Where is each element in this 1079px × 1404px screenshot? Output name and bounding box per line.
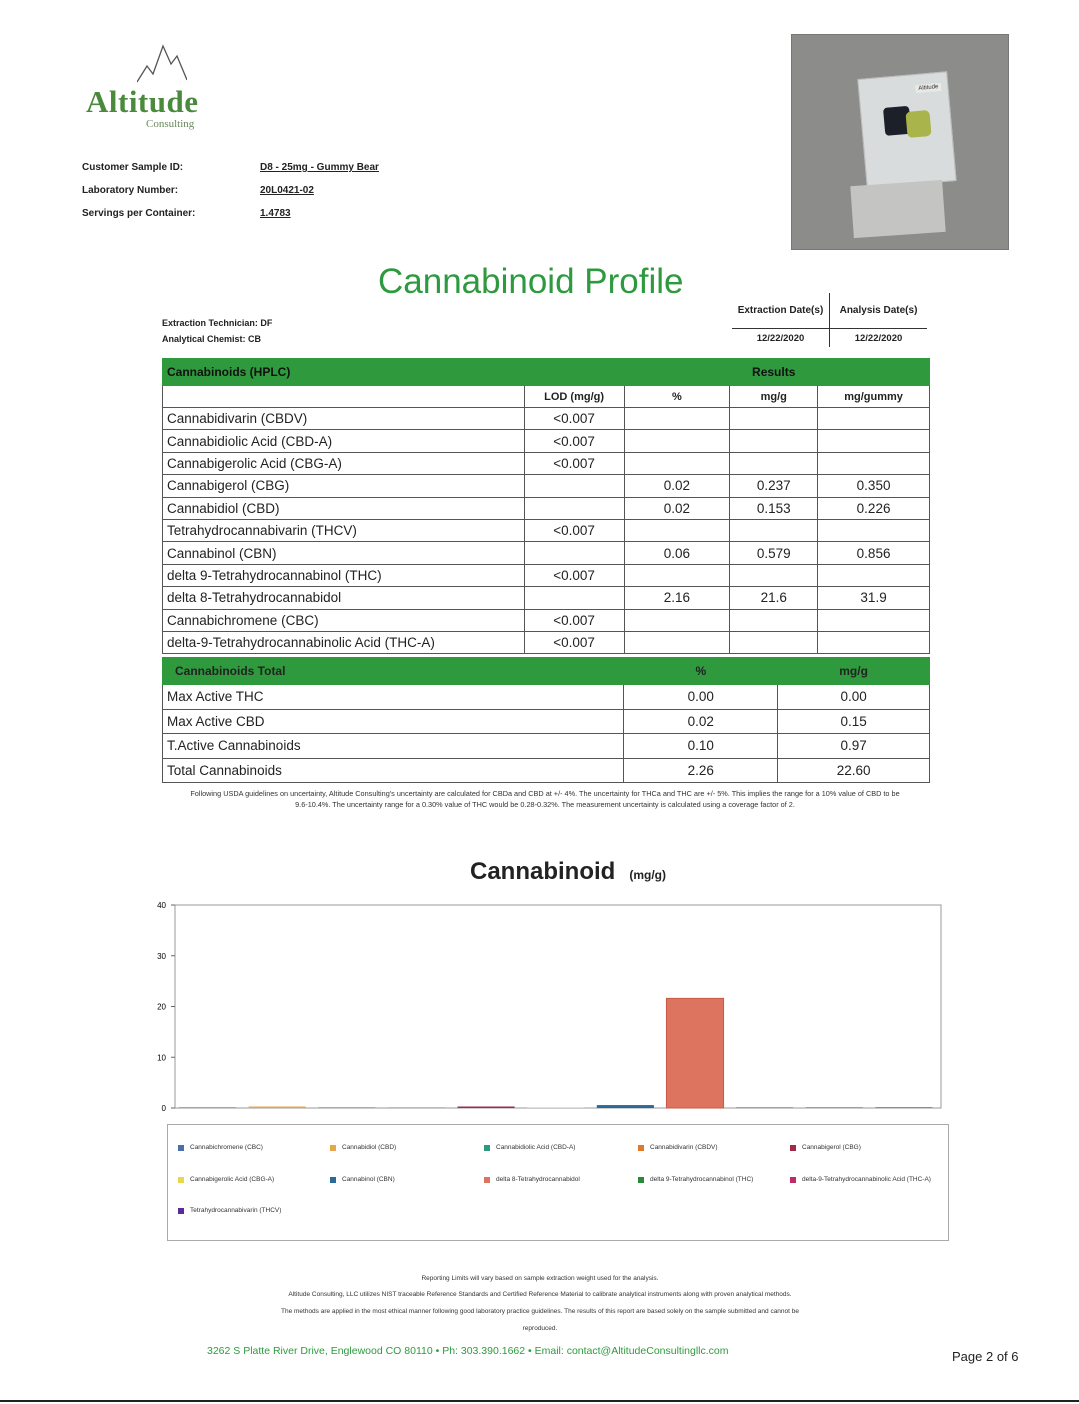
cell-name: Cannabidivarin (CBDV) (163, 408, 525, 430)
chart-bar (527, 1107, 584, 1108)
table-row (163, 408, 930, 430)
cell-name: Cannabigerol (CBG) (163, 475, 525, 497)
cell-pct (624, 631, 730, 653)
footer-line-3: The methods are applied in the most ethical manner following good laboratory practice guidelines. The results of this report are based solely on the sample submitted and cannot be (280, 1308, 799, 1315)
col-mgg-header: mg/g (730, 386, 818, 408)
cell-mggummy (818, 631, 930, 653)
legend-label: delta-9-Tetrahydrocannabinolic Acid (THC-A) (802, 1176, 931, 1183)
table-header-blank (818, 359, 930, 386)
table-row (163, 631, 930, 653)
legend-label: Tetrahydrocannabivarin (THCV) (190, 1207, 282, 1214)
y-tick-label: 0 (161, 1104, 166, 1113)
cannabinoid-totals-table (162, 657, 930, 783)
chart-bar (318, 1107, 375, 1108)
legend-label: Cannabidivarin (CBDV) (650, 1144, 718, 1151)
cell-pct (624, 430, 730, 452)
cannabinoid-bar-chart (140, 895, 950, 1120)
sample-card (850, 180, 945, 238)
logo-subtitle: Consulting (146, 118, 195, 130)
logo-brand: Altitude (86, 84, 199, 119)
legend-label: Cannabichromene (CBC) (190, 1144, 263, 1151)
cell-mggummy (818, 430, 930, 452)
col-pct-header: % (624, 386, 730, 408)
lab-number-value: 20L0421-02 (260, 185, 314, 196)
table-row (163, 609, 930, 631)
legend-item (484, 1176, 629, 1184)
totals-cell-pct: 0.00 (624, 685, 778, 710)
analysis-date-label: Analysis Date(s) (839, 304, 918, 316)
chart-unit: (mg/g) (629, 868, 666, 882)
totals-cell-name: T.Active Cannabinoids (163, 734, 624, 759)
table-header-results: Results (730, 359, 818, 386)
cell-lod: <0.007 (524, 519, 624, 541)
table-row (163, 587, 930, 609)
cell-mgg (730, 430, 818, 452)
chart-title (470, 858, 666, 886)
customer-sample-id-row (82, 162, 379, 173)
legend-item (638, 1176, 783, 1184)
cell-mgg (730, 564, 818, 586)
cell-lod: <0.007 (524, 564, 624, 586)
customer-sample-id-label: Customer Sample ID: (82, 162, 184, 173)
bottom-divider (0, 1400, 1079, 1402)
y-tick-label: 30 (157, 951, 166, 961)
page-title: Cannabinoid Profile (378, 262, 684, 301)
footer-line-4: reproduced. (522, 1325, 558, 1332)
legend-item (178, 1144, 323, 1152)
servings-row (82, 208, 291, 219)
cell-name: delta-9-Tetrahydrocannabinolic Acid (THC-A) (163, 631, 525, 653)
totals-cell-mgg: 0.97 (778, 734, 930, 759)
cell-lod (524, 542, 624, 564)
cell-name: Cannabidiol (CBD) (163, 497, 525, 519)
totals-header-row (163, 658, 930, 685)
cell-mggummy (818, 452, 930, 474)
table-row (163, 519, 930, 541)
legend-item (638, 1144, 783, 1152)
cell-lod: <0.007 (524, 609, 624, 631)
footer-address: 3262 S Platte River Drive, Englewood CO 80110 • Ph: 303.390.1662 • Email: contact@AltitudeConsultingllc.com (207, 1345, 729, 1357)
cell-pct: 0.02 (624, 497, 730, 519)
chart-bar (179, 1107, 236, 1108)
sample-photo (791, 34, 1009, 250)
cell-mgg (730, 408, 818, 430)
legend-swatch (178, 1177, 184, 1183)
extraction-date-label: Extraction Date(s) (732, 293, 830, 328)
legend-item (790, 1144, 935, 1152)
dates-table (732, 293, 927, 347)
table-row (163, 542, 930, 564)
legend-swatch (484, 1145, 490, 1151)
servings-value: 1.4783 (260, 208, 291, 219)
legend-swatch (178, 1208, 184, 1214)
table-row (163, 452, 930, 474)
totals-row (163, 758, 930, 783)
cell-pct (624, 609, 730, 631)
totals-cell-name: Total Cannabinoids (163, 758, 624, 783)
cell-pct: 0.06 (624, 542, 730, 564)
cell-lod (524, 475, 624, 497)
legend-label: Cannabidiolic Acid (CBD-A) (496, 1144, 576, 1151)
cell-mgg: 0.237 (730, 475, 818, 497)
customer-sample-id-value: D8 - 25mg - Gummy Bear (260, 162, 379, 173)
cell-mggummy (818, 609, 930, 631)
chart-bar (249, 1107, 306, 1109)
y-tick-label: 40 (157, 901, 166, 910)
cell-lod: <0.007 (524, 408, 624, 430)
altitude-logo (82, 40, 227, 135)
cell-mgg: 0.579 (730, 542, 818, 564)
table-column-headers (163, 386, 930, 408)
totals-cell-name: Max Active CBD (163, 709, 624, 734)
cell-pct (624, 564, 730, 586)
totals-cell-mgg: 0.00 (778, 685, 930, 710)
chart-title-text: Cannabinoid (470, 858, 616, 885)
totals-row (163, 734, 930, 759)
cell-mggummy: 0.856 (818, 542, 930, 564)
cell-pct: 2.16 (624, 587, 730, 609)
cell-name: delta 9-Tetrahydrocannabinol (THC) (163, 564, 525, 586)
totals-cell-mgg: 22.60 (778, 758, 930, 783)
extraction-technician: Extraction Technician: DF (162, 318, 273, 328)
cell-name: Cannabigerolic Acid (CBG-A) (163, 452, 525, 474)
legend-swatch (330, 1177, 336, 1183)
cell-mgg (730, 452, 818, 474)
legend-item (178, 1176, 323, 1184)
analysis-date-value: 12/22/2020 (854, 332, 903, 344)
chart-bar (736, 1107, 793, 1108)
cell-mggummy: 0.350 (818, 475, 930, 497)
legend-swatch (790, 1177, 796, 1183)
product-bag (857, 71, 956, 188)
legend-item (790, 1176, 935, 1184)
table-header-left: Cannabinoids (HPLC) (163, 359, 730, 386)
cell-mggummy (818, 564, 930, 586)
cell-pct (624, 519, 730, 541)
servings-label: Servings per Container: (82, 208, 196, 219)
chart-bar (806, 1107, 863, 1108)
cell-name: delta 8-Tetrahydrocannabidol (163, 587, 525, 609)
analytical-chemist: Analytical Chemist: CB (162, 334, 262, 344)
legend-swatch (484, 1177, 490, 1183)
cell-name: Cannabidiolic Acid (CBD-A) (163, 430, 525, 452)
legend-label: Cannabigerolic Acid (CBG-A) (190, 1176, 275, 1183)
chart-bar (666, 998, 723, 1108)
cell-mggummy: 0.226 (818, 497, 930, 519)
legend-swatch (330, 1145, 336, 1151)
cannabinoid-results-table (162, 358, 930, 654)
bag-label: Altitude (915, 83, 942, 93)
cell-name: Cannabinol (CBN) (163, 542, 525, 564)
legend-swatch (178, 1145, 184, 1151)
table-header-row (163, 359, 930, 386)
cell-mgg (730, 609, 818, 631)
chart-legend (167, 1124, 949, 1241)
cell-lod: <0.007 (524, 631, 624, 653)
cell-lod: <0.007 (524, 452, 624, 474)
cell-mgg: 21.6 (730, 587, 818, 609)
footer-line-2: Altitude Consulting, LLC utilizes NIST traceable Reference Standards and Certified Reference Material to calibrate analytical instruments along with proven analytical methods. (288, 1291, 792, 1298)
cell-pct: 0.02 (624, 475, 730, 497)
totals-cell-mgg: 0.15 (778, 709, 930, 734)
lab-number-label: Laboratory Number: (82, 185, 179, 196)
legend-item (484, 1144, 629, 1152)
totals-col-pct: % (624, 658, 778, 685)
legend-item (330, 1176, 475, 1184)
col-name-header (163, 386, 525, 408)
cell-mggummy: 31.9 (818, 587, 930, 609)
table-row (163, 564, 930, 586)
cell-name: Cannabichromene (CBC) (163, 609, 525, 631)
totals-header-left: Cannabinoids Total (163, 658, 624, 685)
chart-bar (388, 1107, 445, 1108)
totals-row (163, 685, 930, 710)
legend-label: Cannabigerol (CBG) (802, 1144, 861, 1151)
legend-label: delta 9-Tetrahydrocannabinol (THC) (650, 1176, 754, 1183)
chart-bar (875, 1107, 932, 1108)
legend-item (330, 1144, 475, 1152)
chart-bar (458, 1107, 515, 1109)
col-lod-header: LOD (mg/g) (524, 386, 624, 408)
extraction-date-value: 12/22/2020 (732, 329, 830, 347)
cell-mggummy (818, 408, 930, 430)
col-mggummy-header: mg/gummy (818, 386, 930, 408)
totals-cell-pct: 2.26 (624, 758, 778, 783)
legend-label: Cannabinol (CBN) (342, 1176, 395, 1183)
cell-pct (624, 408, 730, 430)
mountain-icon (137, 40, 187, 84)
cell-mgg (730, 631, 818, 653)
cell-mgg (730, 519, 818, 541)
totals-row (163, 709, 930, 734)
table-row (163, 497, 930, 519)
chart-bar (597, 1105, 654, 1108)
plot-area (175, 905, 941, 1108)
lab-number-row (82, 185, 314, 196)
table-row (163, 475, 930, 497)
uncertainty-note: Following USDA guidelines on uncertainty, Altitude Consulting's uncertainty are calculated for CBDa and CBD at +/- 4%. The uncertainty for THCa and THC are +/- 5%. This implies the range for a 10% value of CBD to be 9.6-10.4%. The uncertainty range for a 0.30% value of THC would be 0.28-0.32%. The measurement uncertainty is calculated using a coverage factor of 2. (190, 789, 900, 809)
cell-lod (524, 587, 624, 609)
legend-swatch (638, 1145, 644, 1151)
totals-cell-name: Max Active THC (163, 685, 624, 710)
page-number: Page 2 of 6 (952, 1349, 1019, 1364)
totals-cell-pct: 0.02 (624, 709, 778, 734)
footer-line-1: Reporting Limits will vary based on sample extraction weight used for the analysis. (421, 1275, 659, 1282)
y-tick-label: 10 (157, 1053, 166, 1063)
gummy-green (905, 110, 931, 138)
cell-lod: <0.007 (524, 430, 624, 452)
totals-col-mgg: mg/g (778, 658, 930, 685)
legend-label: Cannabidiol (CBD) (342, 1144, 397, 1151)
totals-cell-pct: 0.10 (624, 734, 778, 759)
legend-swatch (638, 1177, 644, 1183)
cell-lod (524, 497, 624, 519)
legend-swatch (790, 1145, 796, 1151)
table-row (163, 430, 930, 452)
legend-item (178, 1207, 323, 1215)
cell-name: Tetrahydrocannabivarin (THCV) (163, 519, 525, 541)
cell-pct (624, 452, 730, 474)
legend-label: delta 8-Tetrahydrocannabidol (496, 1176, 580, 1183)
cell-mgg: 0.153 (730, 497, 818, 519)
y-tick-label: 20 (157, 1002, 166, 1012)
cell-mggummy (818, 519, 930, 541)
